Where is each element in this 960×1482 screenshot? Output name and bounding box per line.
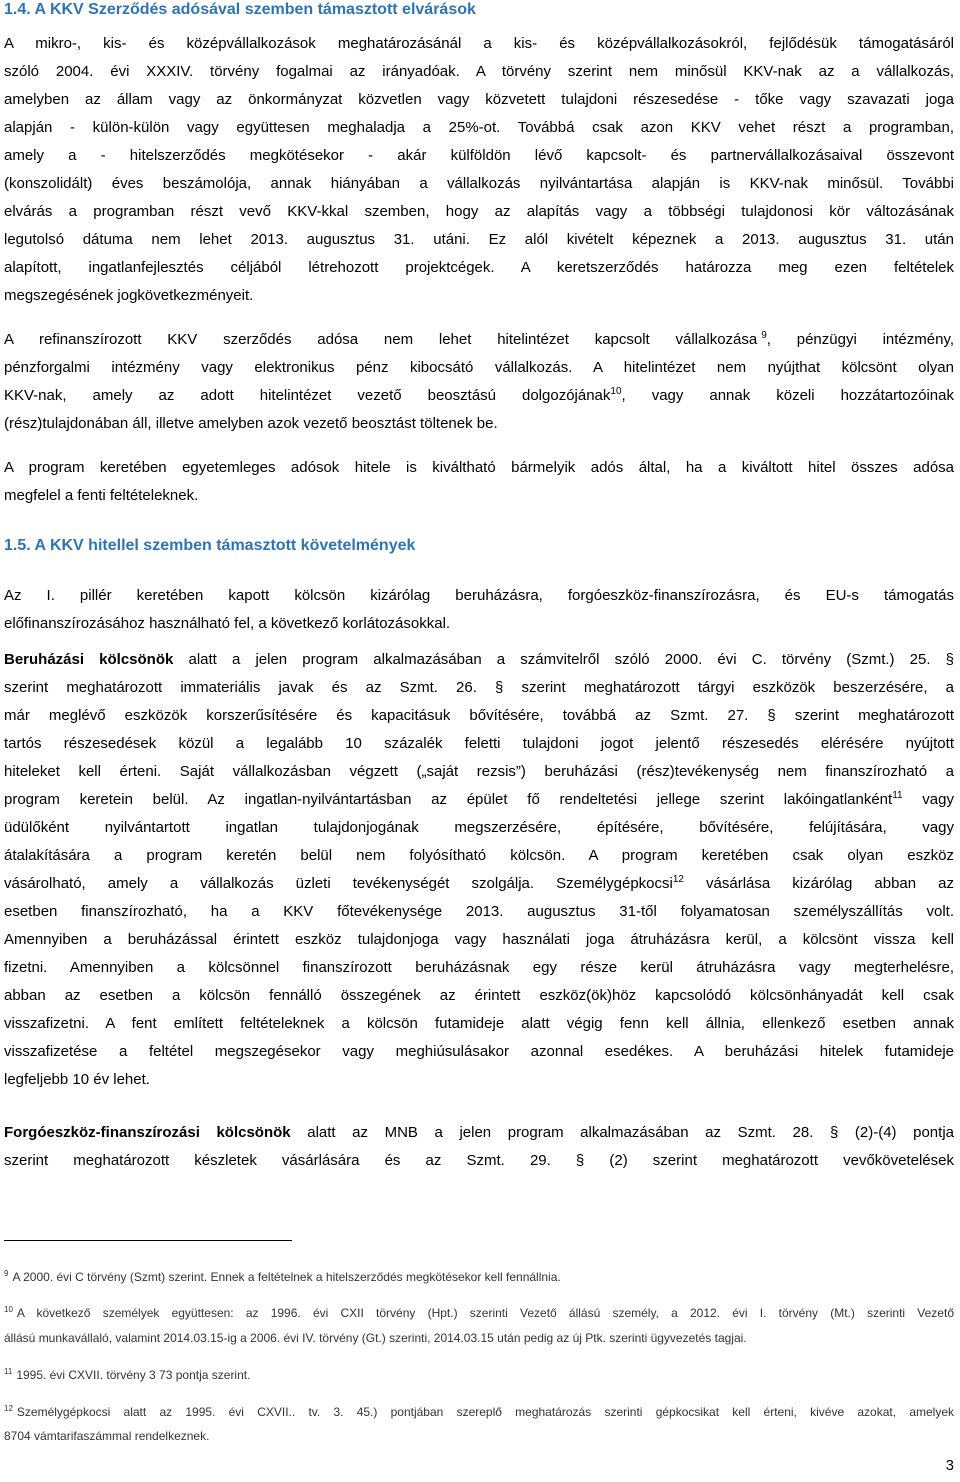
bold-term: Beruházási kölcsönök	[4, 651, 174, 668]
text-segment: A refinanszírozott KKV szerződés adósa nem lehet hitelintézet kapcsolt vállalkozása	[4, 331, 758, 348]
text-segment: , pénzügyi intézmény,	[766, 331, 955, 348]
text-segment: vagy	[902, 791, 954, 808]
footnote-text: Személygépkocsi alatt az 1995. évi CXVII.. tv. 3. 45.) pontjában szereplő meghatározás szerinti gépkocsikat kell érteni, kivéve azokat, amelyek	[16, 1405, 954, 1419]
text-line: (konszolidált) éves beszámolója, annak hiányában a vállalkozás nyilvántartása alapján is KKV-nak minősül. További	[4, 175, 954, 192]
footnote-line	[4, 1400, 954, 1424]
paragraph-kkv-definition	[4, 30, 954, 310]
footnote-11	[4, 1363, 954, 1387]
text-line: előfinanszírozásához használható fel, a következő korlátozásokkal.	[4, 615, 451, 632]
text-line: már meglévő eszközök korszerűsítésére és kapacitásuk bővítésére, továbbá az Szmt. 27. § szerint meghatározott	[4, 707, 954, 724]
text-segment: alatt az MNB a jelen program alkalmazásában az Szmt. 28. § (2)-(4) pontja	[290, 1124, 954, 1141]
text-line: amelyben az állam vagy az önkormányzat közvetlen vagy közvetett tulajdoni részesedése - tőke vagy szavazati joga	[4, 91, 954, 108]
text-line: alapján - külön-külön vagy együttesen meghaladja a 25%-ot. Továbbá csak azon KKV vehet részt a programban,	[4, 119, 954, 136]
text-line	[4, 382, 954, 410]
footnote-text: A 2000. évi C törvény (Szmt) szerint. Ennek a feltételnek a hitelszerződés megkötésekor kell fennállnia.	[12, 1270, 561, 1284]
text-segment: vásárlása kizárólag abban az	[683, 875, 954, 892]
footnote-number: 11	[4, 1367, 13, 1376]
text-line: Az I. pillér keretében kapott kölcsön kizárólag beruházásra, forgóeszköz-finanszírozásra, és EU-s támogatás	[4, 587, 954, 604]
text-line: megszegésének jogkövetkezményeit.	[4, 287, 254, 304]
text-line: legfeljebb 10 év lehet.	[4, 1071, 150, 1088]
footnote-line	[4, 1301, 954, 1326]
text-line: hiteleket kell érteni. Saját vállalkozásban végzett („saját rezsis”) beruházási (rész)tevékenység nem finanszírozható a	[4, 763, 954, 780]
text-line: A program keretében egyetemleges adósok hitele is kiváltható bármelyik adós által, ha a kiváltott hitel összes adósa	[4, 459, 954, 476]
footnote-ref-9: 9	[761, 330, 767, 341]
footnote-text: 1995. évi CXVII. törvény 3 73 pontja szerint.	[16, 1368, 251, 1382]
text-segment: program keretein belül. Az ingatlan-nyilvántartásban az épület fő rendeltetési jellege szerint lakóingatlanként	[4, 791, 893, 808]
text-line: Amennyiben a beruházással érintett eszköz tulajdonjoga vagy használati joga átruházásra kerül, a kölcsönt vissza kell	[4, 931, 954, 948]
text-line: legutolsó dátuma nem lehet 2013. augusztus 31. utáni. Ez alól kivételt képeznek a 2013. augusztus 31. után	[4, 231, 954, 248]
text-line: visszafizetni. A fent említett feltételeknek a kölcsön futamideje alatt végig fenn kell állnia, ellenkező esetben annak	[4, 1015, 954, 1032]
footnote-9	[4, 1265, 954, 1289]
text-line	[4, 786, 954, 814]
text-segment: alatt a jelen program alkalmazásában a számvitelről szóló 2000. évi C. törvény (Szmt.) 25. §	[173, 651, 954, 668]
text-line: (rész)tulajdonában áll, illetve amelyben azok vezető beosztást töltenek be.	[4, 415, 498, 432]
paragraph-investment-loans	[4, 646, 954, 1094]
bold-term: Forgóeszköz-finanszírozási kölcsönök	[4, 1124, 291, 1141]
footnote-ref-10: 10	[610, 386, 622, 397]
text-line: esetben finanszírozható, ha a KKV főtevékenysége 2013. augusztus 31-től folyamatosan személyszállítás volt.	[4, 903, 954, 920]
text-line: pénzforgalmi intézmény vagy elektronikus pénz kibocsátó vállalkozás. A hitelintézet nem nyújthat kölcsönt olyan	[4, 359, 954, 376]
footnote-ref-12: 12	[672, 874, 684, 885]
text-line: szóló 2004. évi XXXIV. törvény fogalmai az irányadóak. A törvény szerint nem minősül KKV-nak az a vállalkozás,	[4, 63, 954, 80]
paragraph-working-capital-loans	[4, 1119, 954, 1175]
section-heading-1-5: 1.5. A KKV hitellel szemben támasztott követelmények	[4, 537, 416, 554]
footnote-line: állású munkavállaló, valamint 2014.03.15-ig a 2006. évi IV. törvény (Gt.) szerinti, 2014.03.15 után pedig az új Ptk. szerinti ügyvezetés tagjai.	[4, 1331, 747, 1345]
section-heading-1-4: 1.4. A KKV Szerződés adósával szemben támasztott elvárások	[4, 1, 476, 18]
paragraph-joint-debtors	[4, 454, 954, 510]
text-line: megfelel a fenti feltételeknek.	[4, 487, 199, 504]
paragraph-debtor-restrictions	[4, 326, 954, 438]
footnote-number: 12	[4, 1404, 13, 1413]
footnote-line: 8704 vámtarifaszámmal rendelkeznek.	[4, 1429, 210, 1443]
footnote-12	[4, 1400, 954, 1448]
text-line: amely a - hitelszerződés megkötésekor - akár külföldön lévő kapcsolt- és partnervállalkozásaival összevont	[4, 147, 954, 164]
footnote-number: 10	[4, 1305, 13, 1314]
text-line: átalakítására a program keretén belül nem folyósítható kölcsön. A program keretében csak olyan eszköz	[4, 847, 954, 864]
footnote-line	[4, 1363, 954, 1387]
text-line: szerint meghatározott készletek vásárlására és az Szmt. 29. § (2) szerint meghatározott vevőkövetelések	[4, 1152, 954, 1169]
text-line: üdülőként nyilvántartott ingatlan tulajdonjogának megszerzésére, építésére, bővítésére, felújítására, vagy	[4, 819, 954, 836]
text-line: abban az esetben a kölcsön fennálló összegének az érintett eszköz(ök)höz kapcsolódó kölcsönhányadát kell csak	[4, 987, 954, 1004]
text-line	[4, 1119, 954, 1147]
text-line: alapított, ingatlanfejlesztés céljából létrehozott projektcégek. A keretszerződés határozza meg ezen feltételek	[4, 259, 954, 276]
page-number: 3	[945, 1457, 954, 1474]
text-line	[4, 646, 954, 674]
paragraph-pillar-usage	[4, 582, 954, 638]
footnote-text: A következő személyek együttesen: az 1996. évi CXII törvény (Hpt.) szerinti Vezető állású személy, a 2012. évi I. törvény (Mt.) szerinti Vezető	[16, 1306, 954, 1320]
text-segment: vásárolható, amely a vállalkozás üzleti tevékenységét szolgálja. Személygépkocsi	[4, 875, 673, 892]
text-line: elvárás a programban részt vevő KKV-kkal szemben, hogy az alapítás vagy a többségi tulajdonosi kör változásának	[4, 203, 954, 220]
text-line: visszafizetése a feltétel megszegésekor vagy meghiúsulásakor azonnal esedékes. A beruházási hitelek futamideje	[4, 1043, 954, 1060]
text-line: tartós részesedések közül a legalább 10 százalék feletti tulajdoni jogot jelentő részesedés elérésére nyújtott	[4, 735, 954, 752]
footnote-separator	[4, 1240, 292, 1241]
text-line: fizetni. Amennyiben a kölcsönnel finanszírozott beruházásnak egy része kerül átruházásra vagy megterhelésre,	[4, 959, 954, 976]
text-line	[4, 326, 954, 354]
text-segment: , vagy annak közeli hozzátartozóinak	[621, 387, 954, 404]
footnote-10	[4, 1301, 954, 1351]
text-line: A mikro-, kis- és középvállalkozások meghatározásánál a kis- és középvállalkozásokról, fejlődésük támogatásáról	[4, 35, 954, 52]
footnote-ref-11: 11	[892, 790, 903, 801]
text-segment: KKV-nak, amely az adott hitelintézet vezető beosztású dolgozójának	[4, 387, 611, 404]
footnote-line	[4, 1265, 954, 1289]
footnote-number: 9	[4, 1269, 9, 1278]
text-line	[4, 870, 954, 898]
text-line: szerint meghatározott immateriális javak és az Szmt. 26. § szerint meghatározott tárgyi eszközök beszerzésére, a	[4, 679, 954, 696]
